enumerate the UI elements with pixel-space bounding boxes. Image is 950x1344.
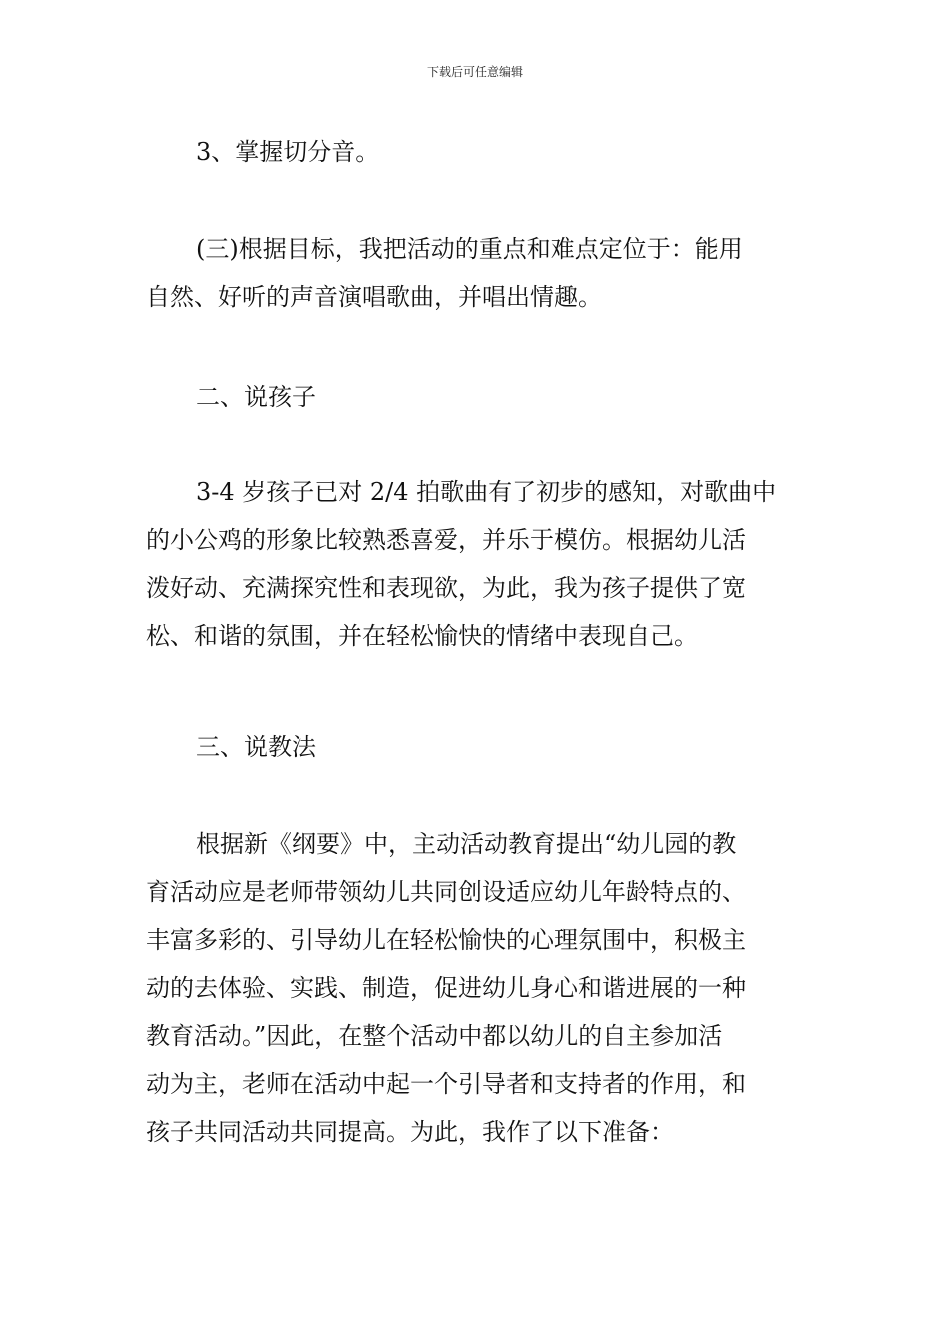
section-heading-methods bbox=[146, 723, 806, 771]
text-line: (三)根据目标，我把活动的重点和难点定位于：能用 bbox=[196, 235, 743, 263]
text-line: 动的去体验、实践、制造，促进幼儿身心和谐进展的一种 bbox=[146, 974, 746, 1002]
text-line: 孩子共同活动共同提高。为此，我作了以下准备： bbox=[146, 1118, 674, 1146]
paragraph-children bbox=[146, 468, 806, 660]
section-heading: 三、说教法 bbox=[196, 733, 316, 761]
text-line: 泼好动、充满探究性和表现欲，为此，我为孩子提供了宽 bbox=[146, 574, 746, 602]
paragraph-objective-3 bbox=[146, 128, 806, 176]
page-header: 下载后可任意编辑 bbox=[426, 65, 523, 79]
text-line: 丰富多彩的、引导幼儿在轻松愉快的心理氛围中，积极主 bbox=[146, 926, 746, 954]
text-line: 松、和谐的氛围，并在轻松愉快的情绪中表现自己。 bbox=[146, 622, 698, 650]
text-line: 3、掌握切分音。 bbox=[196, 138, 380, 166]
paragraph-key-points bbox=[146, 225, 806, 321]
text-line: 育活动应是老师带领幼儿共同创设适应幼儿年龄特点的、 bbox=[146, 878, 746, 906]
section-heading-children bbox=[146, 373, 806, 421]
section-heading: 二、说孩子 bbox=[196, 383, 316, 411]
text-line: 的小公鸡的形象比较熟悉喜爱，并乐于模仿。根据幼儿活 bbox=[146, 526, 746, 554]
text-line: 3-4 岁孩子已对 2/4 拍歌曲有了初步的感知，对歌曲中 bbox=[196, 478, 777, 506]
text-line: 自然、好听的声音演唱歌曲，并唱出情趣。 bbox=[146, 283, 602, 311]
text-line: 根据新《纲要》中，主动活动教育提出“幼儿园的教 bbox=[196, 830, 737, 858]
text-line: 动为主，老师在活动中起一个引导者和支持者的作用，和 bbox=[146, 1070, 746, 1098]
paragraph-methods bbox=[146, 820, 806, 1156]
text-line: 教育活动。”因此，在整个活动中都以幼儿的自主参加活 bbox=[146, 1022, 723, 1050]
